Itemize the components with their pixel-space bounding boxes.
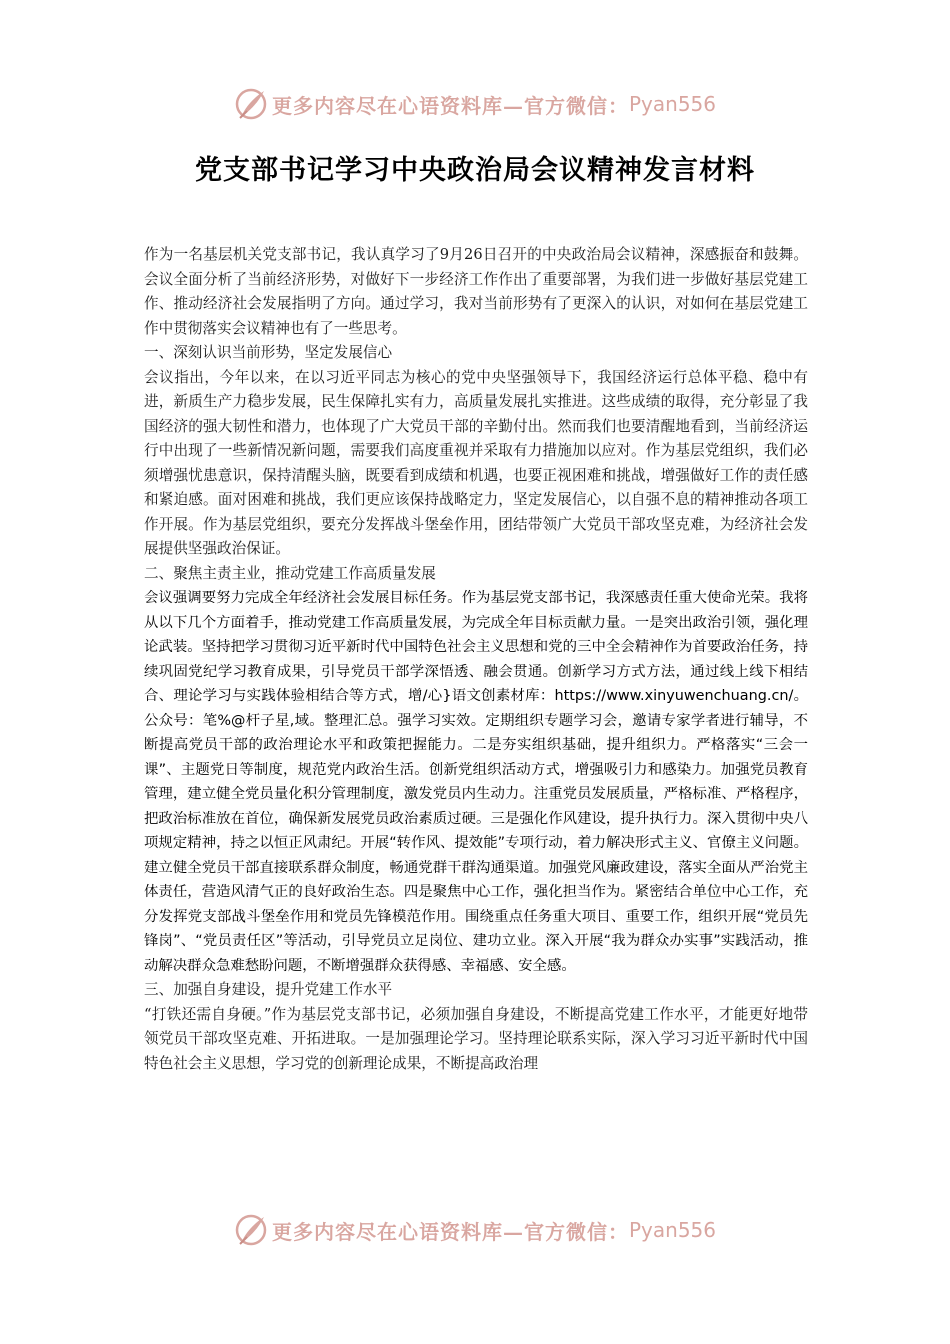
section-heading-1: 一、深刻认识当前形势，坚定发展信心 xyxy=(144,344,393,361)
banner-slogan: 更多内容尽在心语资料库—官方微信： xyxy=(271,93,629,118)
footer-banner-slogan: 更多内容尽在心语资料库—官方微信： xyxy=(271,1219,629,1244)
document-body xyxy=(144,243,808,1076)
banner-wechat-id: Pyan556 xyxy=(628,92,716,116)
quill-logo-icon xyxy=(234,87,268,121)
section-heading-3: 三、加强自身建设，提升党建工作水平 xyxy=(144,981,393,998)
header-banner xyxy=(0,82,950,126)
intro-paragraph: 作为一名基层机关党支部书记，我认真学习了9月26日召开的中央政治局会议精神，深感振奋和鼓舞。会议全面分析了当前经济形势，对做好下一步经济工作作出了重要部署，为我们进一步做好基层党建工作、推动经济社会发展指明了方向。通过学习，我对当前形势有了更深入的认识，对如何在基层党建工作中贯彻落实会议精神也有了一些思考。 xyxy=(144,246,808,337)
footer-banner-wechat-id: Pyan556 xyxy=(628,1218,716,1242)
quill-logo-icon xyxy=(234,1213,268,1247)
section-body-1: 会议指出，今年以来，在以习近平同志为核心的党中央坚强领导下，我国经济运行总体平稳、稳中有进，新质生产力稳步发展，民生保障扎实有力，高质量发展扎实推进。这些成绩的取得，充分彰显了我国经济的强大韧性和潜力，也体现了广大党员干部的辛勤付出。然而我们也要清醒地看到，当前经济运行中出现了一些新情况新问题，需要我们高度重视并采取有力措施加以应对。作为基层党组织，我们必须增强忧患意识，保持清醒头脑，既要看到成绩和机遇，也要正视困难和挑战，增强做好工作的责任感和紧迫感。面对困难和挑战，我们更应该保持战略定力，坚定发展信心，以自强不息的精神推动各项工作开展。作为基层党组织，要充分发挥战斗堡垒作用，团结带领广大党员干部攻坚克难，为经济社会发展提供坚强政治保证。 xyxy=(144,368,808,557)
section-body-3: “打铁还需自身硬。”作为基层党支部书记，必须加强自身建设，不断提高党建工作水平，才能更好地带领党员干部攻坚克难、开拓进取。一是加强理论学习。坚持理论联系实际，深入学习习近平新时代中国特色社会主义思想，学习党的创新理论成果，不断提高政治理 xyxy=(144,1005,808,1072)
section-body-2: 会议强调要努力完成全年经济社会发展目标任务。作为基层党支部书记，我深感责任重大使命光荣。我将从以下几个方面着手，推动党建工作高质量发展，为完成全年目标贡献力量。一是突出政治引领，强化理论武装。坚持把学习贯彻习近平新时代中国特色社会主义思想和党的三中全会精神作为首要政治任务，持续巩固党纪学习教育成果，引导党员干部学深悟透、融会贯通。创新学习方式方法，通过线上线下相结合、理论学习与实践体验相结合等方式，增/心}语文创素材库：https://www.xinyuwenchuang.cn/。公众号：笔%@杆子星,域。整理汇总。强学习实效。定期组织专题学习会，邀请专家学者进行辅导，不断提高党员干部的政治理论水平和政策把握能力。二是夯实组织基础，提升组织力。严格落实“三会一课”、主题党日等制度，规范党内政治生活。创新党组织活动方式，增强吸引力和感染力。加强党员教育管理，建立健全党员量化积分管理制度，激发党员内生动力。注重党员发展质量，严格标准、严格程序，把政治标准放在首位，确保新发展党员政治素质过硬。三是强化作风建设，提升执行力。深入贯彻中央八项规定精神，持之以恒正风肃纪。开展“转作风、提效能”专项行动，着力解决形式主义、官僚主义问题。建立健全党员干部直接联系群众制度，畅通党群干群沟通渠道。加强党风廉政建设，落实全面从严治党主体责任，营造风清气正的良好政治生态。四是聚焦中心工作，强化担当作为。紧密结合单位中心工作，充分发挥党支部战斗堡垒作用和党员先锋模范作用。围绕重点任务重大项目、重要工作，组织开展“党员先锋岗”、“党员责任区”等活动，引导党员立足岗位、建功立业。深入开展“我为群众办实事”实践活动，推动解决群众急难愁盼问题，不断增强群众获得感、幸福感、安全感。 xyxy=(144,590,808,974)
document-title: 党支部书记学习中央政治局会议精神发言材料 xyxy=(195,155,755,186)
section-heading-2: 二、聚焦主责主业，推动党建工作高质量发展 xyxy=(144,564,436,582)
footer-banner xyxy=(0,1208,950,1252)
